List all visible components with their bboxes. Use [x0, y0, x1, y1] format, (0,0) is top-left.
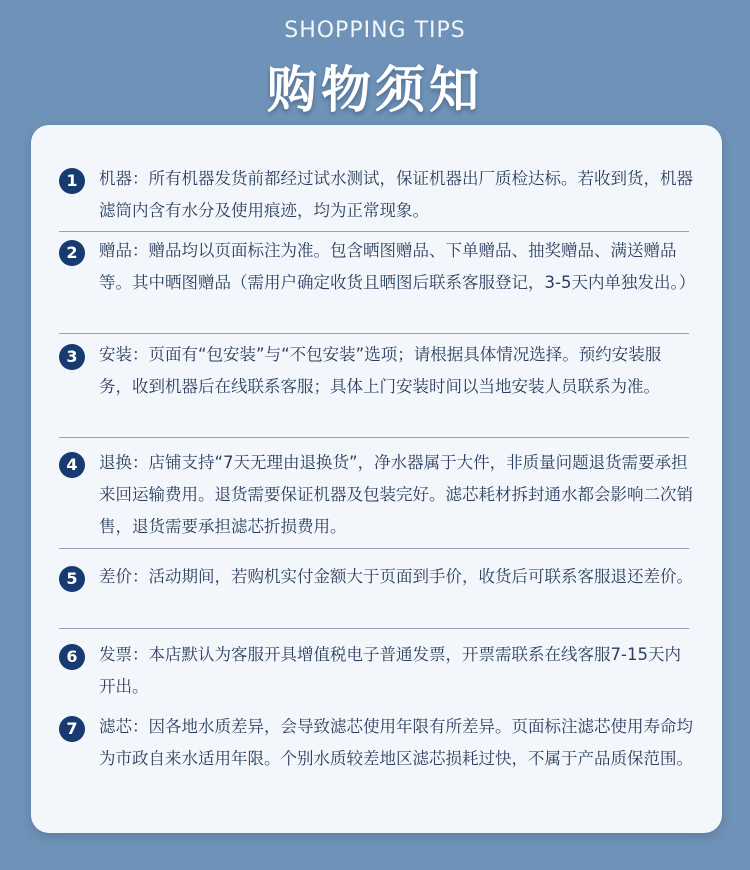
tip-body: 本店默认为客服开具增值税电子普通发票，开票需联系在线客服7-15天内开出。	[99, 645, 681, 696]
tip-body: 因各地水质差异，会导致滤芯使用年限有所差异。页面标注滤芯使用寿命均为市政自来水适用年限。个别水质较差地区滤芯损耗过快，不属于产品质保范围。	[99, 717, 693, 768]
number-badge: 5	[59, 566, 85, 592]
number-badge: 6	[59, 644, 85, 670]
number-badge: 7	[59, 716, 85, 742]
tip-text-block	[99, 235, 696, 299]
divider	[59, 548, 689, 549]
page-title: 购物须知	[267, 61, 483, 119]
tip-text-block	[99, 447, 693, 543]
tip-body: 活动期间，若购机实付金额大于页面到手价，收货后可联系客服退还差价。	[148, 567, 693, 586]
tip-label: 退换：	[99, 453, 149, 472]
page-subtitle: SHOPPING TIPS	[284, 18, 466, 43]
divider	[59, 628, 689, 629]
number-badge: 1	[59, 168, 85, 194]
tip-label: 赠品：	[99, 241, 149, 260]
tip-text-block	[99, 561, 693, 593]
tip-label: 发票：	[99, 645, 149, 664]
tip-text-block	[99, 711, 693, 775]
tip-text-block	[99, 639, 693, 703]
tip-text-block	[99, 163, 693, 227]
tip-text-block	[99, 339, 693, 403]
divider	[59, 333, 689, 334]
tip-label: 机器：	[99, 169, 149, 188]
tip-body: 所有机器发货前都经过试水测试，保证机器出厂质检达标。若收到货，机器滤筒内含有水分及使用痕迹，均为正常现象。	[99, 169, 693, 220]
number-badge: 4	[59, 452, 85, 478]
tip-body: 赠品均以页面标注为准。包含晒图赠品、下单赠品、抽奖赠品、满送赠品等。其中晒图赠品（需用户确定收货且晒图后联系客服登记，3-5天内单独发出。）	[99, 241, 696, 292]
tips-card	[31, 125, 722, 833]
number-badge: 2	[59, 240, 85, 266]
number-badge: 3	[59, 344, 85, 370]
divider	[59, 437, 689, 438]
tip-body: 店铺支持“7天无理由退换货”，净水器属于大件，非质量问题退货需要承担来回运输费用。退货需要保证机器及包装完好。滤芯耗材拆封通水都会影响二次销售，退货需要承担滤芯折损费用。	[99, 453, 693, 536]
divider	[59, 231, 689, 232]
tip-body: 页面有“包安装”与“不包安装”选项；请根据具体情况选择。预约安装服务，收到机器后在线联系客服；具体上门安装时间以当地安装人员联系为准。	[99, 345, 662, 396]
tip-label: 滤芯：	[99, 717, 149, 736]
tip-label: 安装：	[99, 345, 149, 364]
tip-label: 差价：	[99, 567, 149, 586]
